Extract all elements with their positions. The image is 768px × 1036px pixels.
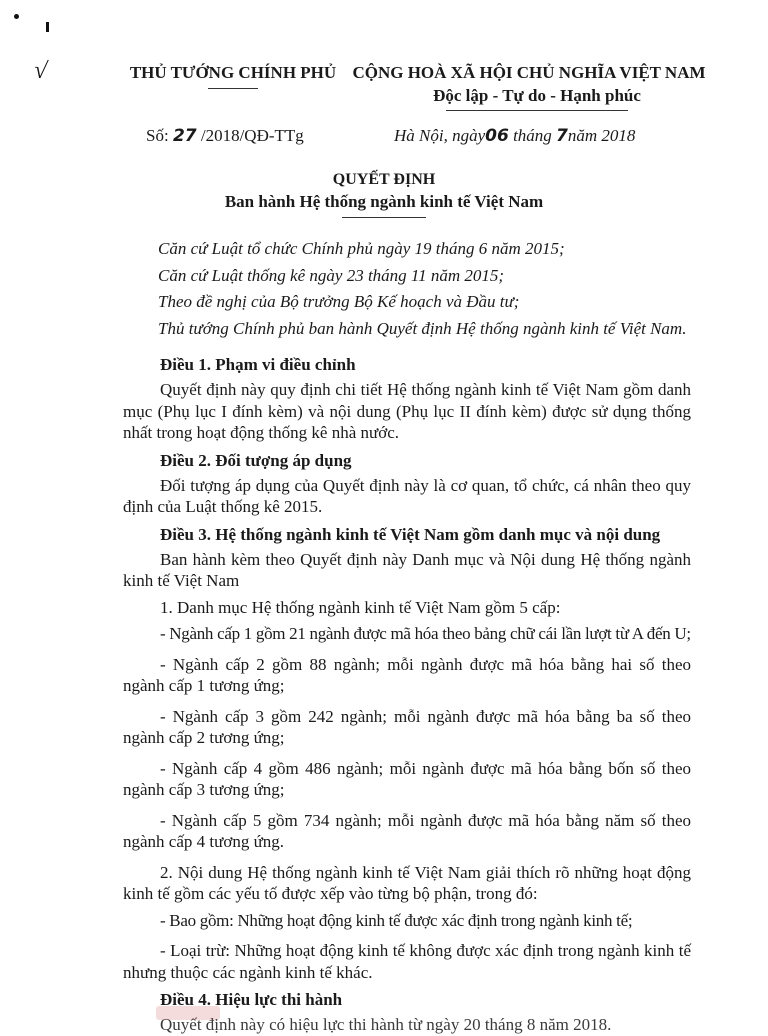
scan-artifact-dot [14, 14, 19, 19]
article-4-text: Quyết định này có hiệu lực thi hành từ ngày 20 tháng 8 năm 2018. [160, 1015, 612, 1034]
decision-body [123, 353, 691, 1036]
article-3-level-4: - Ngành cấp 4 gồm 486 ngành; mỗi ngành được mã hóa bằng bốn số theo ngành cấp 3 tương ứng; [123, 758, 691, 799]
decision-type: QUYẾT ĐỊNH [332, 171, 436, 188]
doc-number-suffix: /2018/QĐ-TTg [196, 126, 304, 145]
doc-number-prefix: Số: [146, 126, 173, 145]
decision-heading [0, 170, 768, 218]
place-date-part2: tháng [508, 126, 557, 145]
handwritten-day: 06 [485, 126, 509, 146]
article-3-level-1: - Ngành cấp 1 gồm 21 ngành được mã hóa theo bảng chữ cái lần lượt từ A đến U; [160, 624, 691, 643]
preamble-line: Căn cứ Luật thống kê ngày 23 tháng 11 năm 2015; [158, 265, 505, 285]
article-3-item-2: 2. Nội dung Hệ thống ngành kinh tế Việt Nam giải thích rõ những hoạt động kinh tế gồm các yếu tố được xếp vào từng bộ phận, trong đó: [123, 862, 691, 903]
article-2-text: Đối tượng áp dụng của Quyết định này là cơ quan, tổ chức, cá nhân theo quy định của Luật thống kê 2015. [123, 475, 691, 516]
article-3-item-1: 1. Danh mục Hệ thống ngành kinh tế Việt Nam gồm 5 cấp: [160, 597, 561, 617]
watermark-stamp [156, 1006, 220, 1020]
article-3-level-3: - Ngành cấp 3 gồm 242 ngành; mỗi ngành được mã hóa bằng ba số theo ngành cấp 2 tương ứng; [123, 706, 691, 747]
country-name: CỘNG HOÀ XÃ HỘI CHỦ NGHĨA VIỆT NAM [352, 63, 706, 82]
article-3-level-5: - Ngành cấp 5 gồm 734 ngành; mỗi ngành được mã hóa bằng năm số theo ngành cấp 4 tương ứng. [123, 810, 691, 851]
preamble-line: Thủ tướng Chính phủ ban hành Quyết định Hệ thống ngành kinh tế Việt Nam. [158, 318, 687, 338]
article-3-level-2: - Ngành cấp 2 gồm 88 ngành; mỗi ngành được mã hóa bằng hai số theo ngành cấp 1 tương ứng; [123, 654, 691, 695]
place-and-date [394, 126, 635, 146]
place-date-part3: năm 2018 [567, 126, 636, 145]
article-4-heading: Điều 4. Hiệu lực thi hành [160, 990, 343, 1009]
motto-underline [446, 110, 628, 111]
scan-artifact-dash [46, 22, 49, 32]
article-3-heading: Điều 3. Hệ thống ngành kinh tế Việt Nam gồm danh mục và nội dung [160, 524, 661, 544]
preamble-line: Căn cứ Luật tổ chức Chính phủ ngày 19 tháng 6 năm 2015; [158, 239, 565, 258]
issuer-title: THỦ TƯỚNG CHÍNH PHỦ [129, 63, 337, 82]
article-3-intro: Ban hành kèm theo Quyết định này Danh mục và Nội dung Hệ thống ngành kinh tế Việt Nam [123, 549, 691, 590]
handwritten-month: 7 [556, 126, 568, 146]
doc-number-handwritten: 27 [172, 126, 197, 146]
article-1-text: Quyết định này quy định chi tiết Hệ thống ngành kinh tế Việt Nam gồm danh mục (Phụ lục I đính kèm) và nội dung (Phụ lục II đính kèm) được sử dụng thống nhất trong hoạt động thống kê nhà nước. [123, 380, 691, 442]
preamble-line: Theo đề nghị của Bộ trưởng Bộ Kế hoạch và Đầu tư; [158, 292, 520, 311]
issuer-block [118, 62, 348, 89]
article-3-include: - Bao gồm: Những hoạt động kinh tế được xác định trong ngành kinh tế; [160, 910, 633, 930]
subject-underline [342, 217, 426, 218]
article-1-heading: Điều 1. Phạm vi điều chỉnh [160, 355, 356, 374]
article-2-heading: Điều 2. Đối tượng áp dụng [160, 450, 352, 470]
preamble [158, 236, 718, 342]
decision-subject: Ban hành Hệ thống ngành kinh tế Việt Nam [224, 192, 544, 211]
national-motto: Độc lập - Tự do - Hạnh phúc [433, 86, 641, 105]
issuer-underline [208, 88, 258, 89]
handwritten-check-icon: √ [32, 57, 49, 85]
place-date-part1: Hà Nội, ngày [394, 126, 486, 145]
national-motto-block [344, 62, 714, 111]
article-3-exclude: - Loại trừ: Những hoạt động kinh tế không được xác định trong ngành kinh tế nhưng thuộc các ngành kinh tế khác. [123, 941, 691, 982]
document-number [146, 126, 304, 146]
